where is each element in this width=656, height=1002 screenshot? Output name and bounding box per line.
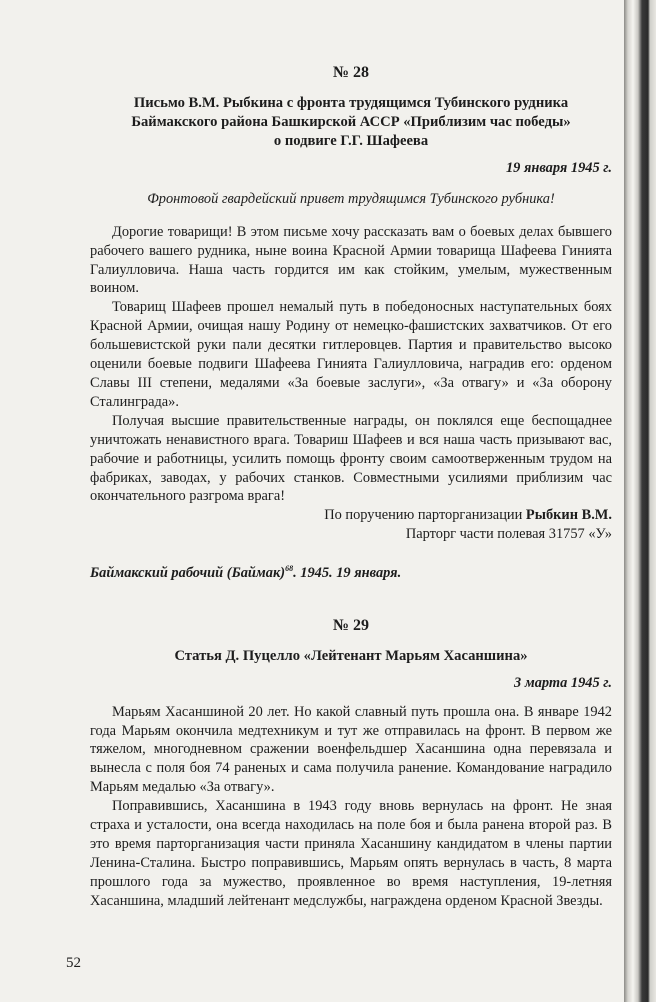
document-title-28-line-2: Баймакского района Башкирской АССР «Приблизим час победы» (131, 113, 571, 130)
source-date: . 1945. 19 января. (293, 564, 402, 581)
document-date-28: 19 января 1945 г. (505, 159, 612, 176)
source-citation (90, 560, 612, 583)
document-date-29: 3 марта 1945 г. (514, 674, 612, 691)
letter-paragraph-1: Дорогие товарищи! В этом письме хочу рассказать вам о боевых делах бывшего рабочего вашего рудника, ныне воина Красной Армии товарища Шафеева Гинията Галиулловича. Наша часть гордится им как стойким, умелым, мужественным воином. (90, 223, 612, 297)
document-number-29: № 29 (332, 616, 370, 634)
document-title-29: Статья Д. Пуцелло «Лейтенант Марьям Хасаншина» (174, 647, 528, 664)
letter-greeting: Фронтовой гвардейский привет трудящимся Тубинского рубника! (147, 190, 555, 207)
letter-paragraph-3: Получая высшие правительственные награды, он поклялся еще беспощаднее уничтожать ненавистного врага. Товариш Шафеев и вся наша часть призывают вас, рабочие и работницы, усилить помощь фронту своим самоотверженным трудом на фабриках, заводах, у рабочих станков. Совместными усилиями приблизим час окончательного разгрома врага! (90, 412, 612, 505)
signature-prefix: По поручению парторганизации (324, 507, 523, 524)
signature-position: Парторг части полевая 31757 «У» (405, 526, 612, 543)
page-number: 52 (66, 955, 81, 971)
document-title-28-line-3: о подвиге Г.Г. Шафеева (273, 132, 429, 149)
book-spine (624, 0, 656, 1002)
article-paragraph-2: Поправившись, Хасаншина в 1943 году вновь вернулась на фронт. Не зная страха и усталости, она всегда находилась на поле боя и была ранена второй раз. В это время парторганизация части приняла Хасаншину кандидатом в члены партии Ленина-Сталина. Быстро поправившись, Марьям опять вернулась в часть, 8 марта прошлого года за мужество, проявленное во время наступления, 19-летняя Хасаншина, младший лейтенант медслужбы, награждена орденом Красной Звезды. (90, 798, 612, 909)
page-content (90, 64, 612, 911)
letter-paragraph-2: Товарищ Шафеев прошел немалый путь в победоносных наступательных боях Красной Армии, очищая нашу Родину от немецко-фашистских захватчиков. От его большевистской руки пали десятки гитлеровцев. Партия и правительство высоко оценили боевые подвиги Шафеева Гинията Галиулловича, наградив его: орденом Славы III степени, медалями «За боевые заслуги», «За отвагу» и «За оборону Сталинграда». (90, 299, 612, 410)
signature-name: Рыбкин В.М. (525, 507, 612, 524)
signature-line (90, 506, 612, 525)
source-title: Баймакский рабочий (Баймак) (90, 564, 286, 581)
footnote-ref: 68 (285, 564, 294, 574)
article-paragraph-1: Марьям Хасаншиной 20 лет. Но какой славный путь прошла она. В январе 1942 года Марьям окончила медтехникум и тут же отправилась на фронт. В первом же тяжелом, многодневном сражении военфельдшер Хасаншина одна перевязала и вынесла с поля боя 74 раненых и сама получила ранение. Командование наградило Марьям медалью «За отвагу». (90, 703, 612, 796)
document-title-28-line-1: Письмо В.М. Рыбкина с фронта трудящимся Тубинского рудника (133, 94, 569, 111)
document-number-28: № 28 (332, 64, 370, 81)
